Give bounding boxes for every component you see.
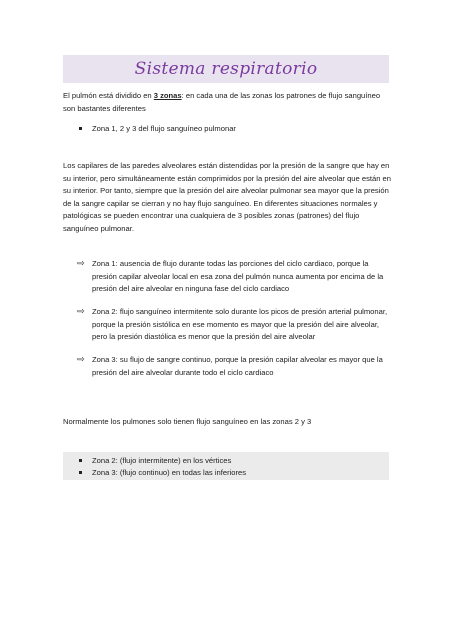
bullet-zones-overview: Zona 1, 2 y 3 del flujo sanguíneo pulmonar: [92, 124, 236, 133]
arrow-bullet-icon: ⇨: [77, 307, 85, 317]
page-title: Sistema respiratorio: [134, 59, 318, 79]
square-bullet-icon: [79, 127, 82, 130]
zone-2-item: Zona 2: flujo sanguíneo intermitente solo durante los picos de presión arterial pulmonar, porque la presión sistólica en ese momento es mayor que la presión del aire alveolar, pero la presión diastólica es menor que la presión del aire alveolar: [92, 307, 388, 342]
summary-zone-2: Zona 2: (flujo intermitente) en los vértices: [92, 456, 232, 465]
zone-1-item: Zona 1: ausencia de flujo durante todas las porciones del ciclo cardiaco, porque la presión capilar alveolar local en esa zona del pulmón nunca aumenta por encima de la presión del aire alveolar en ninguna fase del ciclo cardiaco: [92, 259, 384, 294]
title-banner: [63, 55, 389, 83]
square-bullet-icon: [79, 459, 82, 462]
intro-text-before: El pulmón está dividido en: [63, 91, 154, 100]
intro-text-after: : en cada una de las zonas los patrones de flujo sanguíneo son bastantes diferentes: [63, 91, 381, 113]
arrow-bullet-icon: ⇨: [77, 355, 85, 365]
arrow-bullet-icon: ⇨: [77, 259, 85, 269]
intro-underlined-zonas: 3 zonas: [153, 91, 182, 100]
square-bullet-icon: [79, 471, 82, 474]
zone-3-item: Zona 3: su flujo de sangre continuo, porque la presión capilar alveolar es mayor que la presión del aire alveolar durante todo el ciclo cardiaco: [92, 355, 383, 377]
capillaries-paragraph: Los capilares de las paredes alveolares están distendidas por la presión de la sangre que hay en su interior, pero simultáneamente están comprimidos por la presión del aire alveolar que están en su interior. Por tanto, siempre que la presión del aire alveolar pulmonar sea mayor que la presión de la sangre capilar se cierran y no hay flujo sanguíneo. En diferentes situaciones normales y patológicas se pueden encontrar una cualquiera de 3 posibles zonas (patrones) del flujo sanguíneo pulmonar.: [63, 161, 391, 233]
summary-zone-3: Zona 3: (flujo continuo) en todas las inferiores: [92, 468, 247, 477]
intro-paragraph: [63, 90, 393, 115]
normal-lungs-paragraph: Normalmente los pulmones solo tienen flujo sanguíneo en las zonas 2 y 3: [63, 417, 312, 426]
